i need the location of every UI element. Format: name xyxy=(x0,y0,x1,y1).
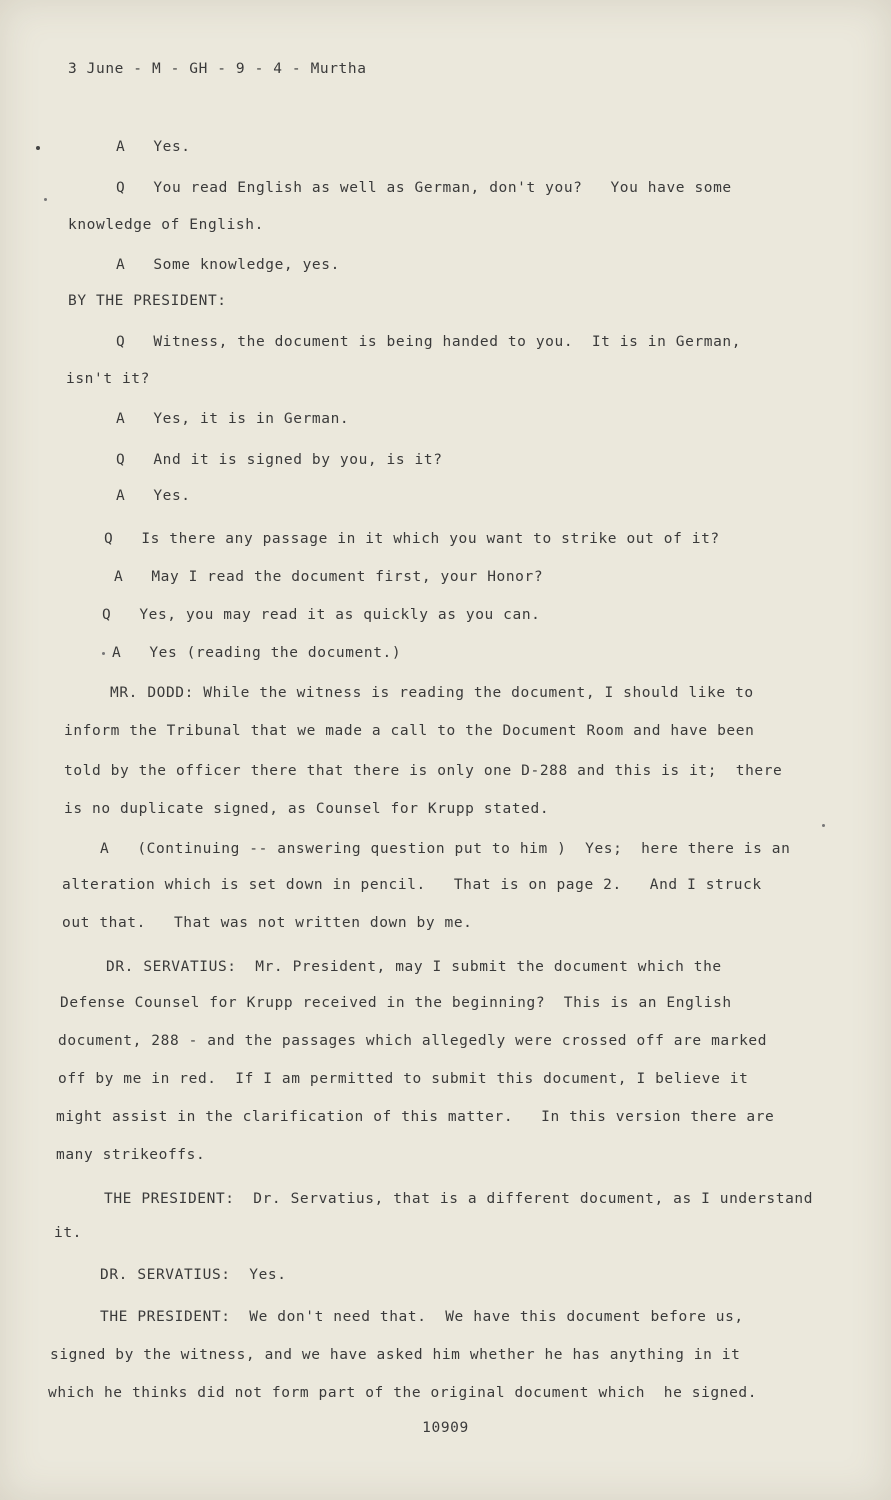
page-header: 3 June - M - GH - 9 - 4 - Murtha xyxy=(68,61,367,77)
transcript-line: DR. SERVATIUS: Mr. President, may I submit the document which the xyxy=(106,959,722,975)
transcript-line: is no duplicate signed, as Counsel for Krupp stated. xyxy=(64,801,550,817)
transcript-line: A Some knowledge, yes. xyxy=(116,257,340,273)
page-number: 10909 xyxy=(422,1420,469,1436)
transcript-line: Q You read English as well as German, don't you? You have some xyxy=(116,180,732,196)
transcript-line: A (Continuing -- answering question put to him ) Yes; here there is an xyxy=(100,841,791,857)
transcript-line: which he thinks did not form part of the original document which he signed. xyxy=(48,1385,758,1401)
transcript-line: A Yes. xyxy=(116,139,191,155)
transcript-line: knowledge of English. xyxy=(68,217,264,233)
margin-mark xyxy=(44,198,47,201)
transcript-line: A Yes, it is in German. xyxy=(116,411,350,427)
transcript-line: Q Is there any passage in it which you want to strike out of it? xyxy=(104,531,720,547)
transcript-line: Defense Counsel for Krupp received in the beginning? This is an English xyxy=(60,995,732,1011)
transcript-line: MR. DODD: While the witness is reading the document, I should like to xyxy=(110,685,754,701)
transcript-line: it. xyxy=(54,1225,82,1241)
transcript-line: document, 288 - and the passages which allegedly were crossed off are marked xyxy=(58,1033,768,1049)
margin-mark xyxy=(36,146,40,150)
transcript-line: inform the Tribunal that we made a call to the Document Room and have been xyxy=(64,723,755,739)
transcript-line: signed by the witness, and we have asked him whether he has anything in it xyxy=(50,1347,741,1363)
transcript-line: A May I read the document first, your Honor? xyxy=(114,569,544,585)
transcript-line: isn't it? xyxy=(66,371,150,387)
transcript-line: Q And it is signed by you, is it? xyxy=(116,452,443,468)
transcript-line: Q Witness, the document is being handed to you. It is in German, xyxy=(116,334,742,350)
transcript-line: DR. SERVATIUS: Yes. xyxy=(100,1267,287,1283)
transcript-line: Q Yes, you may read it as quickly as you can. xyxy=(102,607,541,623)
transcript-line: A Yes. xyxy=(116,488,191,504)
transcript-line: told by the officer there that there is only one D-288 and this is it; there xyxy=(64,763,783,779)
margin-mark xyxy=(102,652,105,655)
transcript-line: might assist in the clarification of this matter. In this version there are xyxy=(56,1109,775,1125)
transcript-line: THE PRESIDENT: We don't need that. We have this document before us, xyxy=(100,1309,744,1325)
transcript-line: A Yes (reading the document.) xyxy=(112,645,402,661)
transcript-line: many strikeoffs. xyxy=(56,1147,206,1163)
margin-mark xyxy=(822,824,825,827)
transcript-line: out that. That was not written down by me. xyxy=(62,915,473,931)
transcript-line: THE PRESIDENT: Dr. Servatius, that is a different document, as I understand xyxy=(104,1191,814,1207)
transcript-line: alteration which is set down in pencil. That is on page 2. And I struck xyxy=(62,877,762,893)
transcript-line: BY THE PRESIDENT: xyxy=(68,293,227,309)
transcript-line: off by me in red. If I am permitted to submit this document, I believe it xyxy=(58,1071,749,1087)
